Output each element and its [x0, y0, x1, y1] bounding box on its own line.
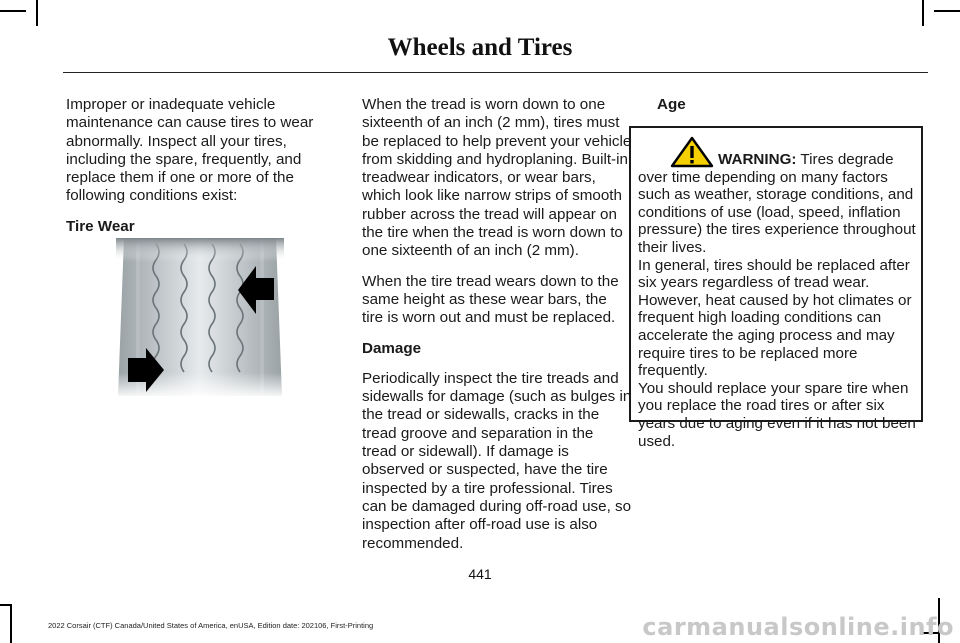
- intro-paragraph: Improper or inadequate vehicle maintenance can cause tires to wear abnormally. Inspect all your tires, including the spare, frequently, and replace them if one or more of the following conditions exist:: [66, 96, 314, 205]
- crop-mark: [934, 10, 960, 12]
- crop-mark: [10, 604, 12, 643]
- tire-tread-illustration: [116, 238, 284, 396]
- warning-text-1: [638, 136, 917, 257]
- middle-column: [362, 96, 632, 565]
- watermark: carmanualsonline.info: [642, 613, 954, 641]
- tire-wear-heading: Tire Wear: [66, 217, 135, 235]
- damage-paragraph: Periodically inspect the tire treads and sidewalls for damage (such as bulges in the tread or sidewalls, cracks in the tread groove and separation in the tread or sidewall). If damage is observed or suspected, have the tire inspected by a tire professional. Tires can be damaged during off-road use, so inspection after off-road use is also recommended.: [362, 369, 632, 552]
- crop-mark: [36, 0, 38, 26]
- tread-paragraph-2: When the tire tread wears down to the same height as these wear bars, the tire is worn out and must be replaced.: [362, 272, 619, 327]
- crop-mark: [0, 604, 12, 606]
- crop-mark: [0, 10, 26, 12]
- age-heading: Age: [657, 96, 686, 113]
- footer-edition-text: 2022 Corsair (CTF) Canada/United States of America, enUSA, Edition date: 202106, First-Printing: [48, 621, 374, 630]
- tread-paragraph-1: When the tread is worn down to one sixteenth of an inch (2 mm), tires must be replaced to help prevent your vehicle from skidding and hydroplaning. Built-in treadwear indicators, or wear bars, which look like narrow strips of smooth rubber across the tread will appear on the tire when the tread is worn down to one sixteenth of an inch (2 mm).: [362, 96, 632, 260]
- warning-text-2: In general, tires should be replaced after six years regardless of tread wear. However, heat caused by hot climates or frequent high loading conditions can accelerate the aging process and may require tires to be replaced more frequently.: [638, 256, 912, 380]
- warning-label: WARNING:: [718, 151, 797, 168]
- page-title: Wheels and Tires: [387, 34, 573, 61]
- crop-mark: [922, 0, 924, 26]
- page-number: 441: [468, 566, 492, 582]
- damage-heading: Damage: [362, 339, 422, 357]
- warning-box: [629, 126, 923, 450]
- header-divider: [63, 72, 928, 73]
- warning-triangle-icon: [670, 136, 714, 168]
- right-column: [657, 96, 925, 126]
- warning-text-3: You should replace your spare tire when you replace the road tires or after six years due to aging even if it has not been used.: [638, 379, 916, 450]
- warning-body-1: Tires degrade over time depending on many factors such as weather, storage conditions, and conditions of use (load, speed, inflation pressure) the tires experience throughout their lives.: [638, 151, 916, 256]
- left-column: [66, 96, 328, 248]
